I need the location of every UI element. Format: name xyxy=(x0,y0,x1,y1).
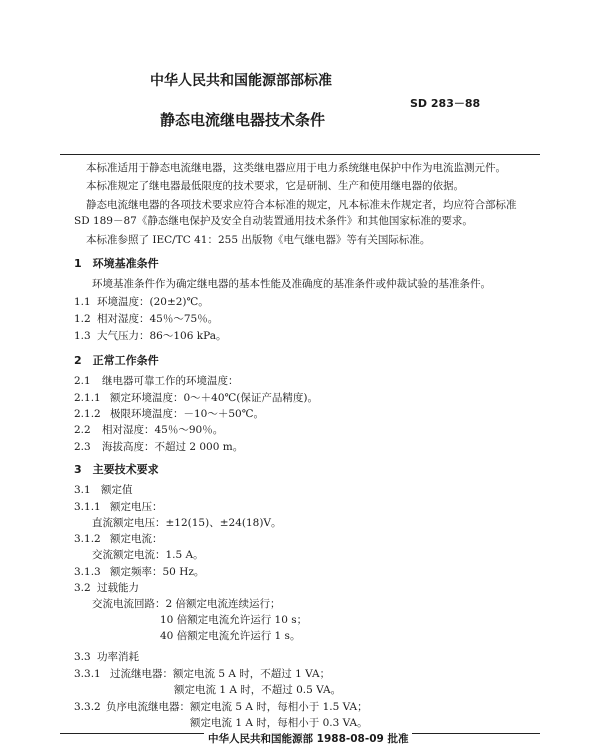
clause-text: 海拔高度：不超过 2 000 m。 xyxy=(102,441,244,453)
clause-number: 1.2 xyxy=(74,313,91,325)
clause-text: 10 倍额定电流允许运行 10 s； xyxy=(160,614,308,626)
clause-text: 相对湿度：45％～90％。 xyxy=(102,424,224,436)
clause-text: 大气压力：86～106 kPa。 xyxy=(97,330,227,342)
clause-text: 相对湿度：45％～75％。 xyxy=(97,313,219,325)
approval-line: 中华人民共和国能源部 1988-08-09 批准 xyxy=(204,733,412,745)
clause-number: 3.3.1 xyxy=(74,668,101,680)
clause-text: 极限环境温度：－10～＋50℃。 xyxy=(110,408,264,420)
clause-number: 3.1 xyxy=(74,484,91,496)
clause-number: 3.1.1 xyxy=(74,501,101,513)
clause-text: 40 倍额定电流允许运行 1 s。 xyxy=(160,630,301,642)
clause-text: 过载能力 xyxy=(97,582,139,594)
clause-text: 额定电流 1 A 时，不超过 0.5 VA。 xyxy=(174,684,342,696)
clause-number: 1.3 xyxy=(74,330,91,342)
clause-text: 负序电流继电器：额定电流 5 A 时，每相小于 1.5 VA； xyxy=(106,701,368,713)
clause-number: 3.3 xyxy=(74,651,91,663)
clause-text: 额定电压： xyxy=(110,501,163,513)
clause-text: 额定环境温度：0～＋40℃(保证产品精度)。 xyxy=(110,392,318,404)
section-1-heading: 1 环境基准条件 xyxy=(74,257,159,270)
clause-number: 2.2 xyxy=(74,424,91,436)
standard-number: SD 283－88 xyxy=(410,97,481,110)
org-title: 中华人民共和国能源部部标准 xyxy=(150,73,332,89)
clause-text: 环境温度：(20±2)℃。 xyxy=(97,296,209,308)
clause-number: 2.1 xyxy=(74,375,91,387)
clause-text: 额定电流： xyxy=(110,533,163,545)
section-1-desc: 环境基准条件作为确定继电器的基本性能及准确度的基准条件或仲裁试验的基准条件。 xyxy=(92,278,491,290)
header-rule xyxy=(60,154,540,155)
clause-text: 额定频率：50 Hz。 xyxy=(110,566,205,578)
clause-text: 额定值 xyxy=(101,484,133,496)
clause-number: 2.3 xyxy=(74,441,91,453)
clause-number: 2.1.2 xyxy=(74,408,101,420)
clause-text: 功率消耗 xyxy=(97,651,139,663)
section-2-heading: 2 正常工作条件 xyxy=(74,354,159,367)
clause-number: 1.1 xyxy=(74,296,91,308)
intro-line: 本标准适用于静态电流继电器，这类继电器应用于电力系统继电保护中作为电流监测元件。 xyxy=(86,162,506,174)
clause-text: 过流继电器：额定电流 5 A 时，不超过 1 VA； xyxy=(110,668,331,680)
document-title: 静态电流继电器技术条件 xyxy=(160,111,326,129)
clause-number: 3.1.3 xyxy=(74,566,101,578)
clause-text: 交流电流回路：2 倍额定电流连续运行； xyxy=(92,598,281,610)
clause-text: 继电器可靠工作的环境温度： xyxy=(102,375,239,387)
clause-text: 交流额定电流：1.5 A。 xyxy=(92,549,204,561)
clause-text: 直流额定电压：±12(15)、±24(18)V。 xyxy=(92,517,282,529)
clause-number: 2.1.1 xyxy=(74,392,101,404)
intro-line: 静态电流继电器的各项技术要求应符合本标准的规定，凡本标准未作规定者，均应符合部标准 xyxy=(86,199,517,211)
clause-number: 3.3.2 xyxy=(74,701,101,713)
intro-line: SD 189－87《静态继电保护及安全自动装置通用技术条件》和其他国家标准的要求。 xyxy=(74,215,473,227)
clause-number: 3.2 xyxy=(74,582,91,594)
intro-line: 本标准参照了 IEC/TC 41：255 出版物《电气继电器》等有关国际标准。 xyxy=(86,234,431,246)
clause-text: 额定电流 1 A 时，每相小于 0.3 VA。 xyxy=(190,717,368,729)
clause-number: 3.1.2 xyxy=(74,533,101,545)
intro-line: 本标准规定了继电器最低限度的技术要求，它是研制、生产和使用继电器的依据。 xyxy=(86,180,464,192)
section-3-heading: 3 主要技术要求 xyxy=(74,463,159,476)
